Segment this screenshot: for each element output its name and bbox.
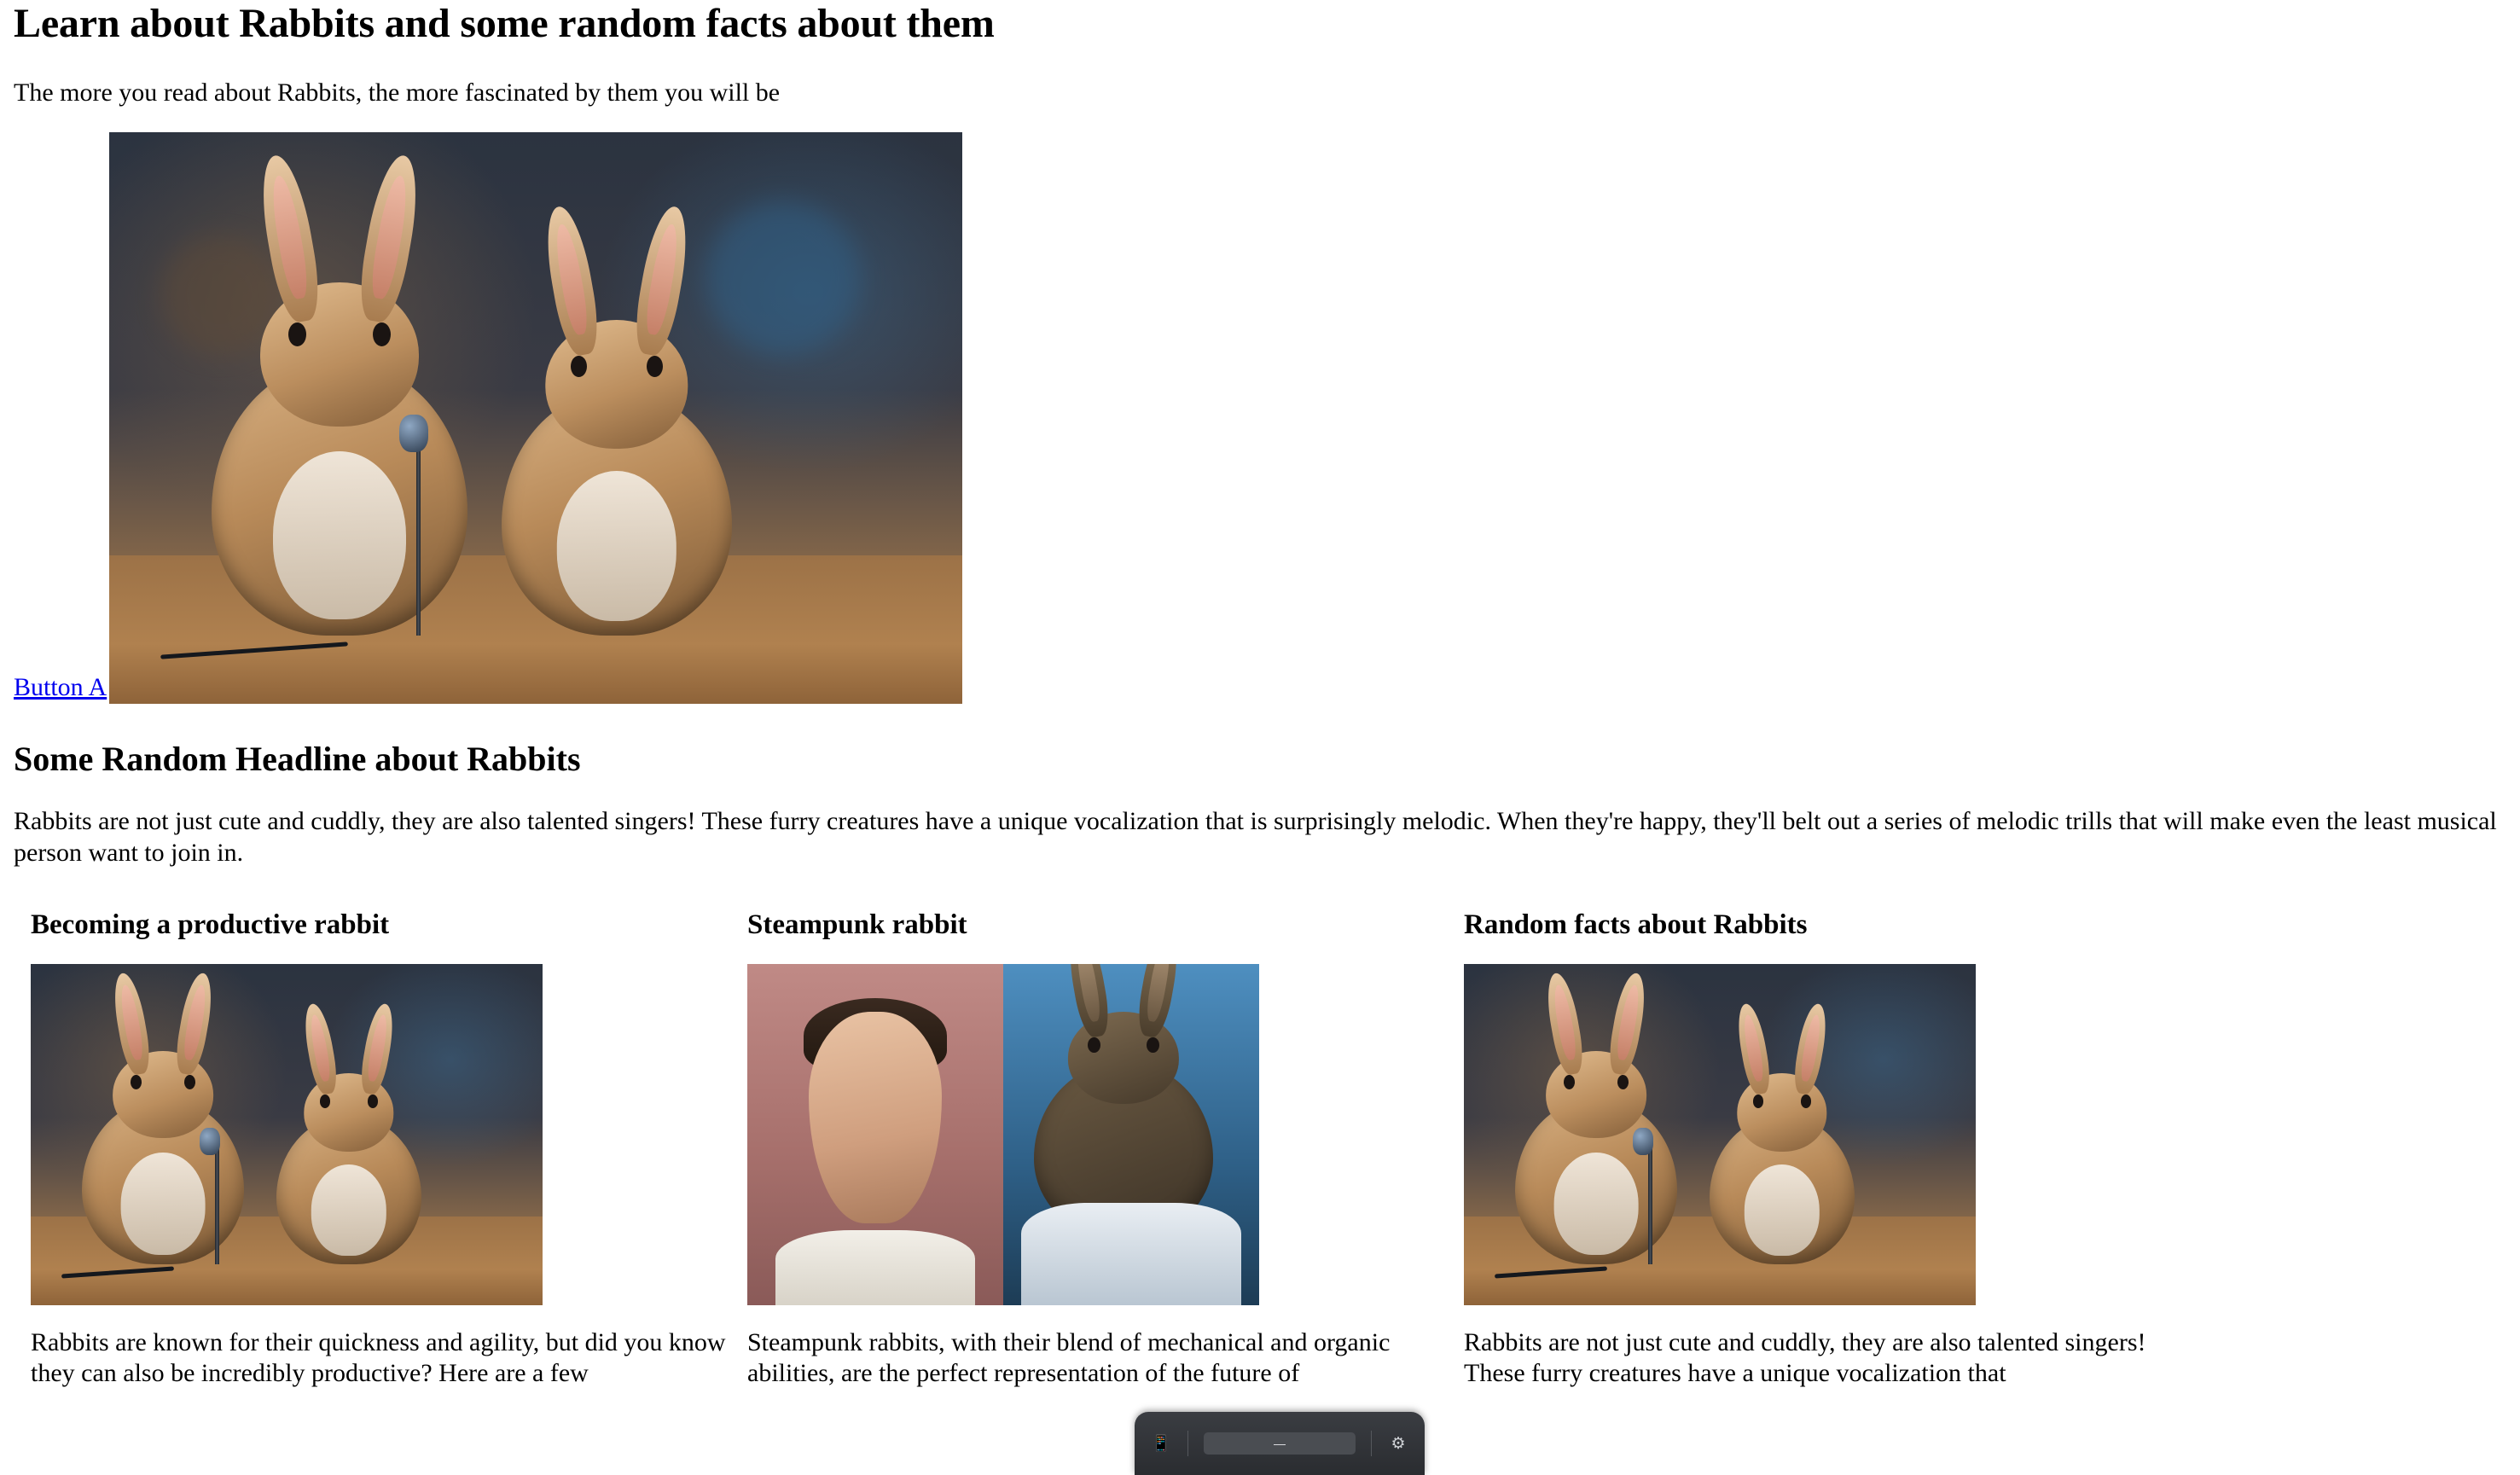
microphone-stand — [416, 441, 421, 636]
settings-icon[interactable]: ⚙ — [1391, 1434, 1406, 1453]
hero-image-wrapper — [14, 132, 2506, 704]
card-random-facts — [1464, 909, 2180, 1389]
card-title: Becoming a productive rabbit — [31, 909, 390, 941]
card-grid — [14, 909, 2506, 1389]
section-heading: Some Random Headline about Rabbits — [14, 740, 581, 779]
card-body: Steampunk rabbits, with their blend of mechanical and organic abilities, are the perfect representation of the future of — [747, 1328, 1391, 1388]
card-image-man-and-rabbit — [747, 964, 1259, 1305]
card-steampunk-rabbit — [747, 909, 1464, 1389]
device-toolbar[interactable] — [1135, 1412, 1425, 1475]
mobile-icon[interactable]: 📱 — [1151, 1434, 1171, 1453]
man-shirt — [775, 1230, 975, 1305]
viewport-dimensions-field[interactable]: — — [1204, 1432, 1356, 1455]
rabbit-chest — [557, 471, 676, 621]
rabbit-right — [502, 277, 732, 636]
rabbit-right — [276, 1047, 421, 1264]
microphone-head — [200, 1128, 220, 1155]
portrait-man-panel — [747, 964, 1003, 1305]
card-title: Steampunk rabbit — [747, 909, 967, 941]
rabbit-right — [1710, 1047, 1855, 1264]
microphone-stand — [215, 1148, 219, 1264]
button-a-link[interactable]: Button A — [14, 673, 107, 702]
rabbit-portrait — [1034, 981, 1213, 1237]
microphone-head — [399, 415, 428, 452]
toolbar-divider — [1371, 1431, 1372, 1456]
rabbit-left — [212, 235, 467, 636]
card-image-rabbits-singing — [31, 964, 543, 1305]
hero-rabbits-image — [109, 132, 962, 704]
man-face — [809, 1012, 942, 1223]
portrait-rabbit-panel — [1003, 964, 1259, 1305]
toolbar-divider — [1187, 1431, 1188, 1456]
card-body: Rabbits are not just cute and cuddly, they are also talented singers! These furry creatures have a unique vocalization that — [1464, 1328, 2146, 1388]
card-title: Random facts about Rabbits — [1464, 909, 1808, 941]
card-body: Rabbits are known for their quickness and agility, but did you know they can also be incredibly productive? Here are a few — [31, 1328, 726, 1388]
rabbit-chest — [273, 451, 406, 619]
page-lede: The more you read about Rabbits, the more fascinated by them you will be — [14, 78, 781, 107]
microphone-stand — [1648, 1148, 1652, 1264]
section-body-text: Rabbits are not just cute and cuddly, they are also talented singers! These furry creatures have a unique vocalization that is surprisingly melodic. When they're happy, they'll belt out a series of melodic trills that will make even the least musical person want to join in. — [14, 807, 2497, 867]
microphone-head — [1633, 1128, 1653, 1155]
card-image-rabbits-singing — [1464, 964, 1976, 1305]
card-productive-rabbit — [14, 909, 747, 1389]
rabbit-suit — [1021, 1203, 1241, 1305]
page-title: Learn about Rabbits and some random facts about them — [14, 1, 995, 46]
